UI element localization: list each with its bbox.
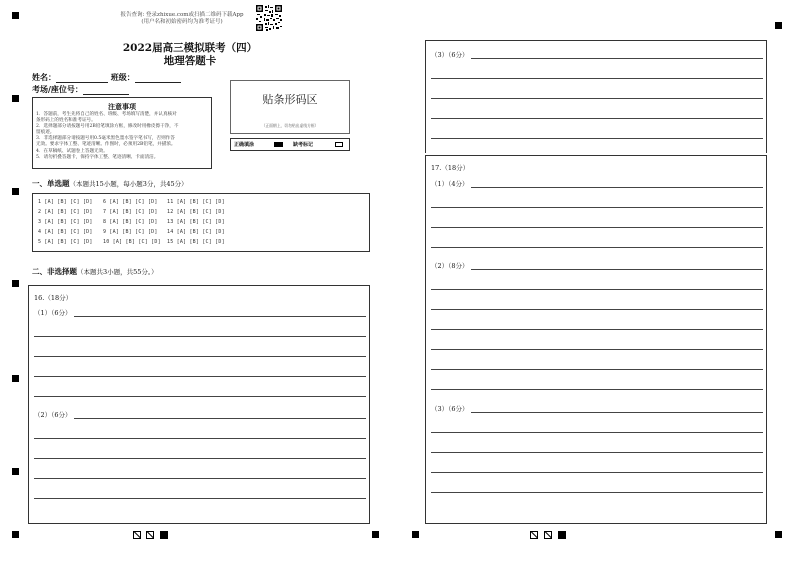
timing-mark	[412, 531, 419, 538]
answer-line[interactable]	[34, 498, 366, 499]
section2-title: 二、非选择题	[32, 267, 77, 276]
notice-item: 4．在草稿纸、试题卷上答题无效。	[36, 148, 108, 154]
mc-answer-box	[32, 193, 370, 252]
report-query-notice	[112, 12, 252, 26]
answer-line[interactable]	[34, 438, 366, 439]
answer-line[interactable]	[431, 207, 763, 208]
q17-part1-label: （1）（4分）	[431, 180, 469, 188]
barcode-area	[230, 80, 350, 134]
notice-item: 2．选择题部分请按题号用2B铅笔填涂方框，修改时用橡皮擦干净，不	[36, 124, 179, 130]
answer-line[interactable]	[431, 492, 763, 493]
answer-line[interactable]	[431, 452, 763, 453]
absent-mark-label: 缺考标记	[293, 142, 314, 148]
answer-line[interactable]	[431, 309, 763, 310]
mc-row[interactable]: 12 [A] [B] [C] [D]	[167, 209, 225, 215]
notice-line-2: (用户名和初始密码均为准考证号)	[141, 19, 223, 25]
answer-line[interactable]	[431, 98, 763, 99]
mc-row[interactable]: 7 [A] [B] [C] [D]	[103, 209, 158, 215]
notice-heading: 注意事项	[108, 102, 136, 111]
q16-part2-label: （2）（6分）	[34, 411, 72, 419]
section2-detail: （本题共3小题，共55分。）	[77, 268, 158, 276]
q17-answer-box	[425, 155, 767, 524]
q16-label: 16.（18分）	[34, 294, 73, 302]
mc-row[interactable]: 8 [A] [B] [C] [D]	[103, 219, 158, 225]
timing-mark	[12, 468, 19, 475]
answer-line[interactable]	[431, 247, 763, 248]
timing-mark	[372, 531, 379, 538]
fill-legend	[230, 138, 350, 151]
answer-line[interactable]	[74, 418, 366, 419]
answer-line[interactable]	[431, 472, 763, 473]
notice-item: 3．非选择题部分请按题号用0.5毫米黑色墨水签字笔书写，否则作答	[36, 136, 175, 142]
answer-line[interactable]	[34, 376, 366, 377]
timing-mark	[12, 188, 19, 195]
answer-line[interactable]	[431, 289, 763, 290]
answer-line[interactable]	[431, 432, 763, 433]
answer-line[interactable]	[34, 458, 366, 459]
q17-part3-label: （3）（6分）	[431, 405, 469, 413]
barcode-label: 贴条形码区	[262, 93, 318, 106]
room-input-line[interactable]	[83, 94, 129, 95]
answer-line[interactable]	[471, 58, 763, 59]
answer-line[interactable]	[431, 138, 763, 139]
page-id-box	[146, 531, 154, 539]
answer-line[interactable]	[431, 118, 763, 119]
room-field[interactable]	[32, 84, 129, 95]
answer-line[interactable]	[74, 316, 366, 317]
mc-row[interactable]: 5 [A] [B] [C] [D]	[38, 239, 93, 245]
section1-header	[32, 178, 188, 189]
mc-row[interactable]: 6 [A] [B] [C] [D]	[103, 199, 158, 205]
notice-item: 5．请勿折叠答题卡，保持字体工整、笔迹清晰、卡面清洁。	[36, 154, 159, 160]
section1-title: 一、单选题	[32, 179, 70, 188]
name-input-line[interactable]	[56, 82, 108, 83]
answer-line[interactable]	[471, 187, 763, 188]
answer-line[interactable]	[34, 356, 366, 357]
qr-code	[256, 5, 282, 31]
exam-subtitle: 地理答题卡	[163, 55, 217, 67]
notice-item: 条形码上的姓名和准考证号。	[36, 118, 96, 124]
section2-header	[32, 266, 158, 277]
mc-row[interactable]: 11 [A] [B] [C] [D]	[167, 199, 225, 205]
mc-row[interactable]: 3 [A] [B] [C] [D]	[38, 219, 93, 225]
timing-mark	[12, 375, 19, 382]
absent-mark-box[interactable]	[335, 142, 343, 147]
answer-line[interactable]	[431, 389, 763, 390]
answer-line[interactable]	[431, 349, 763, 350]
answer-line[interactable]	[431, 227, 763, 228]
name-label: 姓名：	[32, 72, 56, 82]
barcode-hint: （正面朝上，切勿贴出虚线方框）	[261, 123, 319, 128]
q16-part1-label: （1）（6分）	[34, 309, 72, 317]
page-id-box	[133, 531, 141, 539]
answer-line[interactable]	[471, 269, 763, 270]
notice-item: 留痕迹。	[36, 130, 55, 136]
answer-line[interactable]	[431, 329, 763, 330]
normal-fill-label: 正确填涂	[234, 142, 255, 148]
notice-box	[32, 97, 212, 169]
page-id-box	[530, 531, 538, 539]
mc-row[interactable]: 2 [A] [B] [C] [D]	[38, 209, 93, 215]
q16-part3-box	[425, 40, 767, 153]
timing-mark	[775, 22, 782, 29]
answer-line[interactable]	[471, 412, 763, 413]
mc-row[interactable]: 13 [A] [B] [C] [D]	[167, 219, 225, 225]
notice-item: 1．答题前，考生先将自己的姓名、班级、考场填写清楚，并认真核对	[36, 112, 177, 117]
answer-line[interactable]	[431, 369, 763, 370]
q17-label: 17.（18分）	[431, 164, 470, 172]
mc-row[interactable]: 14 [A] [B] [C] [D]	[167, 229, 225, 235]
mc-row[interactable]: 4 [A] [B] [C] [D]	[38, 229, 93, 235]
timing-mark	[12, 531, 19, 538]
page-id-box	[544, 531, 552, 539]
q16-answer-box	[28, 285, 370, 524]
name-field[interactable]	[32, 72, 181, 83]
mc-row[interactable]: 15 [A] [B] [C] [D]	[167, 239, 225, 245]
mc-row[interactable]: 1 [A] [B] [C] [D]	[38, 199, 93, 205]
class-label: 班级：	[110, 72, 135, 82]
page-id-block	[160, 531, 168, 539]
q17-part2-label: （2）（8分）	[431, 262, 469, 270]
mc-row[interactable]: 10 [A] [B] [C] [D]	[103, 239, 161, 245]
timing-mark	[775, 531, 782, 538]
notice-item: 无效。要求字体工整、笔迹清晰。作图时，必须用2B铅笔，并描浓。	[36, 142, 176, 148]
room-label: 考场/座位号：	[32, 84, 83, 94]
mc-row[interactable]: 9 [A] [B] [C] [D]	[103, 229, 158, 235]
answer-line[interactable]	[34, 478, 366, 479]
timing-mark	[12, 280, 19, 287]
notice-line-1: 报告查询: 登录zhixue.com或扫描二维码下载App	[120, 12, 244, 18]
answer-line[interactable]	[431, 78, 763, 79]
timing-mark	[12, 12, 19, 19]
section1-detail: （本题共15小题，每小题3分，共45分）	[69, 180, 188, 188]
answer-line[interactable]	[34, 396, 366, 397]
exam-title: 2022届高三模拟联考（四）	[122, 42, 258, 54]
page-id-block	[558, 531, 566, 539]
timing-mark	[12, 95, 19, 102]
answer-line[interactable]	[34, 336, 366, 337]
q16-part3-label: （3）（6分）	[431, 51, 469, 59]
normal-fill-sample	[274, 142, 283, 147]
class-input-line[interactable]	[135, 82, 181, 83]
